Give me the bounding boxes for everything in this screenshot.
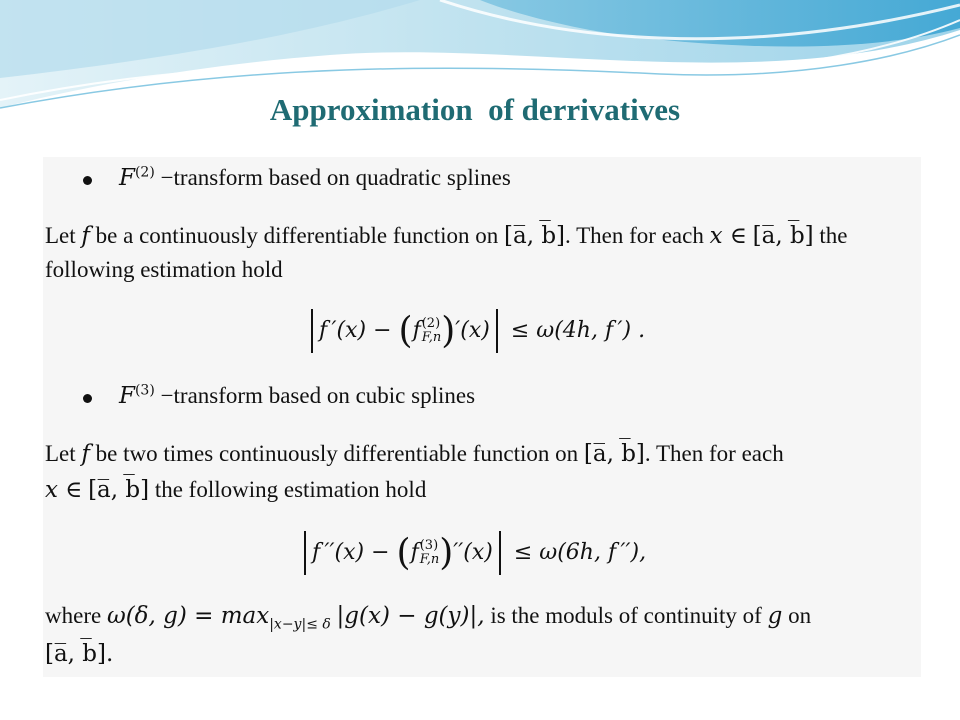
paragraph-1-line-1	[45, 223, 848, 249]
text: where	[45, 603, 102, 628]
x-in: x ∈	[709, 223, 747, 249]
f-symbol: f	[81, 441, 90, 467]
abs-bar-left	[304, 531, 306, 575]
abs-bar-left	[311, 309, 313, 353]
abs-bar-right	[499, 531, 501, 575]
abs-difference: |g(x) − g(y)|,	[336, 603, 485, 629]
interval: [a̅, b̅]	[88, 477, 150, 503]
text: on	[788, 603, 812, 628]
f-base: f	[410, 540, 419, 565]
sup-sub	[422, 317, 442, 345]
F-superscript: (3)	[134, 382, 155, 399]
paragraph-1-line-2: following estimation hold	[45, 257, 283, 282]
formula-second-derivative	[298, 531, 646, 575]
omega-definition: ω(δ, g) = max	[106, 603, 270, 629]
text: Let	[45, 223, 76, 248]
paren-close: )	[441, 310, 456, 352]
formula-prime: ′(x)	[455, 318, 490, 343]
f-sup: (3)	[419, 538, 439, 553]
formula-rhs: ≤ ω(4h, f ′) .	[510, 318, 646, 343]
bullet-dot	[83, 394, 92, 403]
formula-lhs: f ′′(x) −	[312, 540, 390, 565]
interval: [a̅, b̅]	[504, 223, 566, 249]
paren-open: (	[398, 310, 413, 352]
bullet-dot	[83, 176, 92, 185]
bullet-item-cubic	[119, 383, 475, 409]
x-in: x ∈	[45, 477, 83, 503]
interval: [a̅, b̅]	[752, 223, 814, 249]
slide-title: Approximation of derrivatives	[269, 92, 681, 127]
text: be two times continuously differentiable function on	[95, 441, 579, 466]
formula-rhs: ≤ ω(6h, f ′′),	[513, 540, 647, 565]
formula-first-derivative	[305, 309, 645, 353]
paragraph-3-line-1	[45, 603, 812, 633]
paragraph-2-line-1	[45, 441, 784, 467]
spline-function	[413, 317, 442, 345]
paren-open: (	[396, 532, 411, 574]
g-symbol: g	[767, 603, 783, 629]
F-symbol: F	[119, 383, 135, 409]
paragraph-2-line-2	[45, 477, 426, 503]
text: the	[819, 223, 848, 248]
F-symbol: F	[119, 165, 135, 191]
sup-sub	[420, 539, 440, 567]
text: is the moduls of continuity of	[490, 603, 762, 628]
text: . Then for each	[644, 441, 784, 466]
f-symbol: f	[81, 223, 90, 249]
paren-close: )	[439, 532, 454, 574]
f-base: f	[412, 318, 421, 343]
f-sub: F,n	[419, 552, 440, 567]
f-sup: (2)	[421, 316, 441, 331]
formula-prime: ′′(x)	[453, 540, 493, 565]
formula-lhs: f ′(x) −	[319, 318, 392, 343]
spline-function	[411, 539, 440, 567]
text: . Then for each	[565, 223, 704, 248]
f-sub: F,n	[421, 330, 442, 345]
interval: [a̅, b̅]	[583, 441, 645, 467]
paragraph-3-line-2: [a̅, b̅].	[45, 641, 114, 667]
text: the following estimation hold	[154, 477, 427, 502]
abs-bar-right	[496, 309, 498, 353]
bullet-item-quadratic	[119, 165, 511, 191]
max-subscript: |x−y|≤ δ	[269, 616, 331, 633]
F-superscript: (2)	[134, 164, 155, 181]
content-panel	[43, 157, 921, 677]
bullet-text: −transform based on quadratic splines	[160, 165, 511, 190]
text: be a continuously differentiable function on	[95, 223, 499, 248]
text: Let	[45, 441, 76, 466]
bullet-text: −transform based on cubic splines	[160, 383, 476, 408]
